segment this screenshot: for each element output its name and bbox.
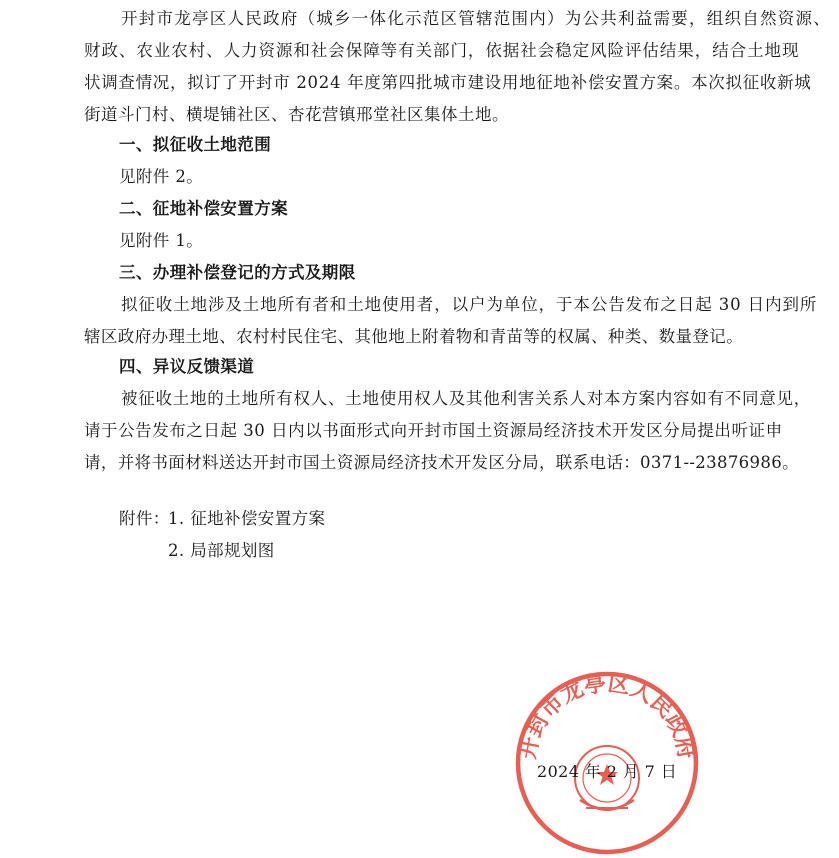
section-2-text: 见附件 1。 — [119, 231, 204, 250]
section-1-text: 见附件 2。 — [119, 167, 204, 186]
seal-text: 开封市龙亭区人民政府 — [515, 671, 699, 762]
intro-line-4: 街道斗门村、横堤铺社区、杏花营镇邢堂社区集体土地。 — [84, 105, 509, 124]
issue-date: 2024 年 2 月 7 日 — [537, 762, 678, 781]
section-3-heading: 三、办理补偿登记的方式及期限 — [119, 263, 356, 282]
section-4-line-1: 被征收土地的土地所有权人、土地使用权人及其他利害关系人对本方案内容如有不同意见， — [121, 389, 811, 408]
intro-line-2: 财政、农业农村、人力资源和社会保障等有关部门，依据社会稳定风险评估结果，结合土地现 — [84, 41, 800, 60]
section-1-heading: 一、拟征收土地范围 — [119, 135, 272, 154]
svg-text:开封市龙亭区人民政府 — [516, 670, 700, 761]
section-3-line-1: 拟征收土地涉及土地所有者和土地使用者，以户为单位，于本公告发布之日起 30 日内到所 — [121, 295, 818, 314]
section-2-heading: 二、征地补偿安置方案 — [119, 199, 288, 218]
intro-line-1: 开封市龙亭区人民政府（城乡一体化示范区管辖范围内）为公共利益需要，组织自然资源、 — [121, 9, 831, 28]
intro-line-3: 状调查情况，拟订了开封市 2024 年度第四批城市建设用地征地补偿安置方案。本次拟征收新城 — [84, 73, 812, 92]
section-4-line-3: 请，并将书面材料送达开封市国土资源局经济技术开发区分局，联系电话：0371--23876986。 — [84, 453, 799, 472]
section-3-line-2: 辖区政府办理土地、农村村民住宅、其他地上附着物和青苗等的权属、种类、数量登记。 — [84, 327, 744, 346]
attachment-item-1: 1. 征地补偿安置方案 — [168, 509, 326, 528]
attachment-item-2: 2. 局部规划图 — [168, 541, 275, 560]
attachments-label: 附件： — [119, 509, 170, 528]
section-4-line-2: 请于公告发布之日起 30 日内以书面形式向开封市国土资源局经济技术开发区分局提出听证申 — [84, 421, 783, 440]
section-4-heading: 四、异议反馈渠道 — [119, 357, 255, 376]
